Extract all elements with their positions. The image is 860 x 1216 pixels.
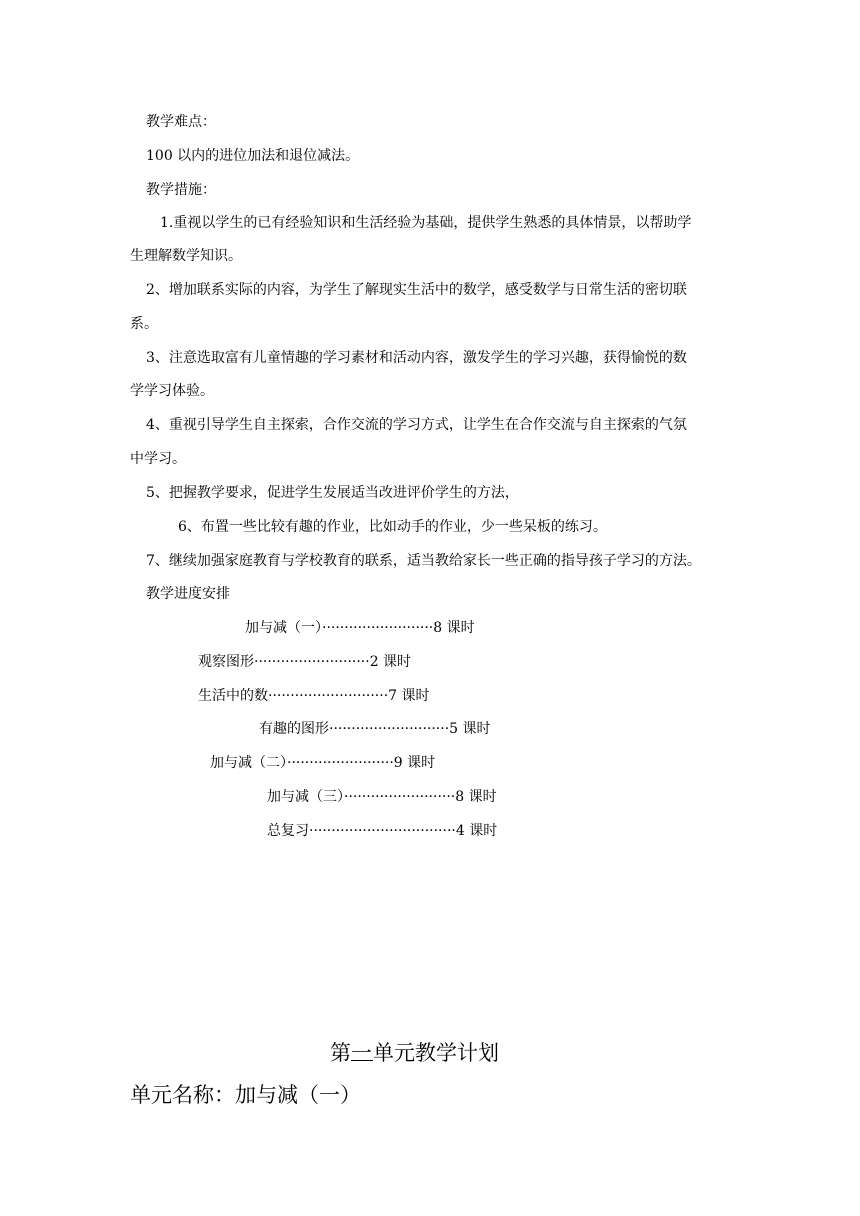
- unit-name: 单元名称：加与减（一）: [130, 1083, 361, 1107]
- schedule-row: 加与减（二）························9 课时: [210, 755, 436, 771]
- measure-item-2-line1: 2、增加联系实际的内容，为学生了解现实生活中的数学，感受数学与日常生活的密切联: [146, 282, 687, 298]
- difficulty-content: 100 以内的进位加法和退位减法。: [146, 148, 360, 164]
- unit-plan-prefix: 第: [330, 1041, 351, 1065]
- schedule-heading: 教学进度安排: [146, 586, 230, 602]
- schedule-row: 加与减（三）·························8 课时: [267, 789, 497, 805]
- measure-item-6: 6、布置一些比较有趣的作业，比如动手的作业，少一些呆板的练习。: [178, 519, 607, 535]
- measures-heading: 教学措施：: [146, 182, 216, 198]
- schedule-row: 加与减（一）·························8 课时: [245, 620, 475, 636]
- schedule-row: 有趣的图形···························5 课时: [259, 721, 491, 737]
- measure-item-4-line2: 中学习。: [130, 451, 186, 467]
- unit-plan-suffix: 单元教学计划: [373, 1041, 499, 1065]
- measure-item-1-line2: 生理解数学知识。: [130, 248, 242, 264]
- measure-item-4-line1: 4、重视引导学生自主探索，合作交流的学习方式，让学生在合作交流与自主探索的气氛: [146, 417, 687, 433]
- measure-item-5: 5、把握教学要求，促进学生发展适当改进评价学生的方法，: [146, 485, 519, 501]
- measure-item-3-line1: 3、注意选取富有儿童情趣的学习素材和活动内容，激发学生的学习兴趣，获得愉悦的数: [146, 350, 687, 366]
- difficulty-heading: 教学难点：: [146, 114, 216, 130]
- schedule-row: 观察图形··························2 课时: [198, 654, 412, 670]
- schedule-row: 总复习·································4 课时: [267, 823, 498, 839]
- unit-number-blank: 一: [351, 1038, 373, 1061]
- measure-item-1-line1: 1.重视以学生的已有经验知识和生活经验为基础，提供学生熟悉的具体情景，以帮助学: [160, 215, 692, 231]
- measure-item-3-line2: 学学习体验。: [130, 383, 214, 399]
- measure-item-7: 7、继续加强家庭教育与学校教育的联系，适当教给家长一些正确的指导孩子学习的方法。: [146, 553, 701, 569]
- measure-item-2-line2: 系。: [130, 316, 158, 332]
- schedule-row: 生活中的数···························7 课时: [198, 688, 430, 704]
- unit-plan-heading: [330, 1038, 499, 1068]
